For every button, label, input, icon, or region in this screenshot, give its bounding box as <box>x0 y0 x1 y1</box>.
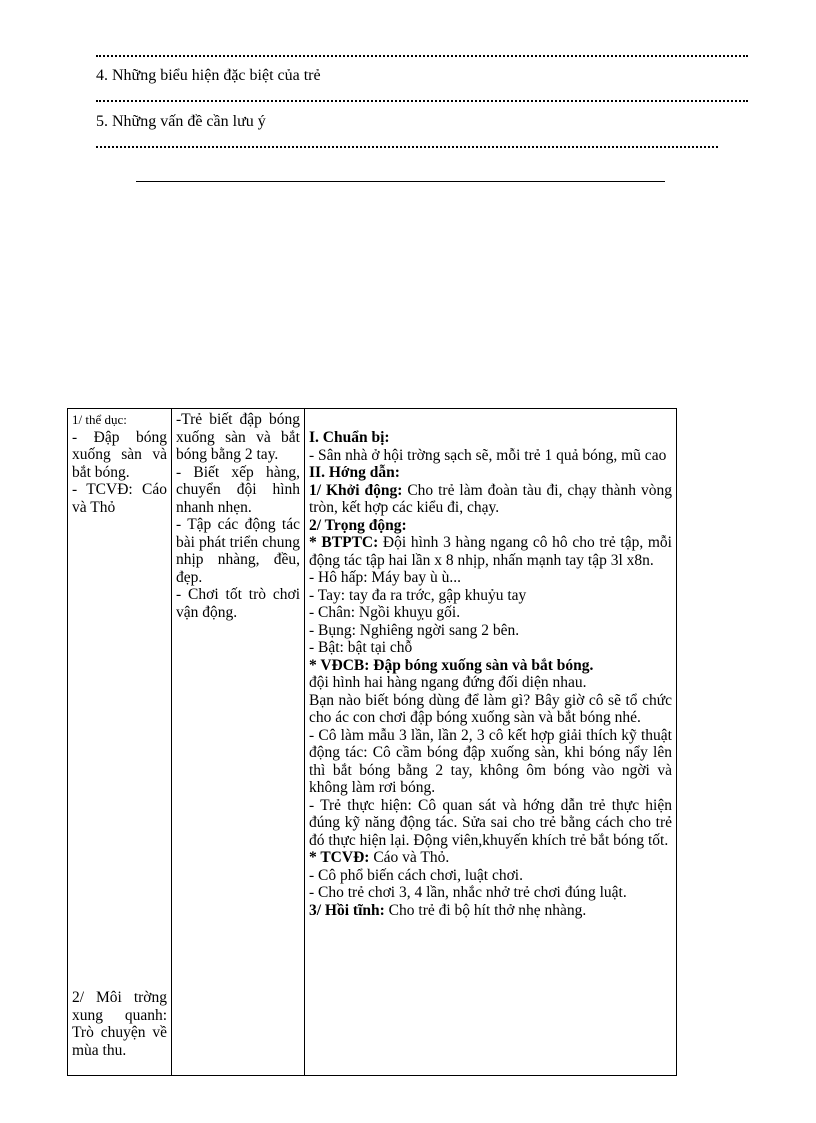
cooldown-paragraph <box>309 902 672 920</box>
dotted-line-2 <box>96 100 748 102</box>
table-row <box>68 409 677 1076</box>
tcvd-paragraph-1: - Cô phổ biến cách chơi, luật chơi. <box>309 866 523 884</box>
vdcb-paragraph-4: - Trẻ thực hiện: Cô quan sát và hớng dẫn trẻ thực hiện đúng kỹ năng động tác. Sửa sai cho trẻ bằng cách cho trẻ đó thực hiện lại. Động viên,khuyến khích trẻ bắt bóng tốt. <box>309 796 672 849</box>
item-5-label: 5. Những vấn đề cần lưu ý <box>96 113 266 130</box>
separator-rule <box>136 181 665 182</box>
activity-column <box>68 409 172 1076</box>
dotted-line-3 <box>96 146 718 148</box>
guide-title: II. Hớng dẫn: <box>309 464 400 481</box>
vdcb-label: * VĐCB: Đập bóng xuống sàn và bắt bóng. <box>309 656 594 674</box>
tcvd-label: * TCVĐ: <box>309 849 370 866</box>
tcvd-text: Cáo và Thỏ. <box>369 849 450 866</box>
vdcb-paragraph-2: Bạn nào biết bóng dùng để làm gì? Bây giờ cô sẽ tổ chức cho ác con chơi đập bóng xuống sàn và bắt bóng nhé. <box>309 691 672 726</box>
activity-item-1: - Đập bóng xuống sàn và bắt bóng. <box>72 428 167 481</box>
tcvd-paragraph <box>309 849 672 867</box>
cooldown-text: Cho trẻ đi bộ hít thở nhẹ nhàng. <box>384 901 587 919</box>
btptc-label: * BTPTC: <box>309 534 379 551</box>
objective-2: - Biết xếp hàng, chuyển đội hình nhanh nhẹn. <box>176 463 300 516</box>
exercise-5: - Bật: bật tại chỗ <box>309 639 413 656</box>
warmup-paragraph <box>309 482 672 517</box>
prep-text: - Sân nhà ở hội trờng sạch sẽ, mỗi trẻ 1 quả bóng, mũ cao <box>309 446 667 464</box>
prep-title: I. Chuẩn bị: <box>309 429 390 446</box>
objective-1: -Trẻ biết đập bóng xuống sàn và bắt bóng bằng 2 tay. <box>176 411 300 463</box>
btptc-text: Đội hình 3 hàng ngang cô hô cho trẻ tập, mỗi động tác tập hai lần x 8 nhịp, nhấn mạnh tay tập 3l x8n. <box>309 534 672 569</box>
dotted-line-1 <box>96 55 748 57</box>
exercise-2: - Tay: tay đa ra trớc, gập khuỷu tay <box>309 586 527 604</box>
vdcb-paragraph-1: đội hình hai hàng ngang đứng đối diện nhau. <box>309 674 587 691</box>
cooldown-label: 3/ Hồi tĩnh: <box>309 901 385 919</box>
tcvd-paragraph-2: - Cho trẻ chơi 3, 4 lần, nhắc nhở trẻ chơi đúng luật. <box>309 884 627 901</box>
objective-4: - Chơi tốt trò chơi vận động. <box>176 586 300 621</box>
main-label: 2/ Trọng động: <box>309 516 407 534</box>
objective-3: - Tập các động tác bài phát triển chung nhịp nhàng, đều, đẹp. <box>176 516 300 586</box>
objectives-column <box>172 409 305 1076</box>
warmup-text: Cho trẻ làm đoàn tàu đi, chạy thành vòng tròn, kết hợp các kiểu đi, chạy. <box>309 481 672 516</box>
btptc-paragraph <box>309 534 672 569</box>
exercise-3: - Chân: Ngồi khuỵu gối. <box>309 604 461 621</box>
activity-item-2: - TCVĐ: Cáo và Thỏ <box>72 481 167 516</box>
activity-title: 1/ thể dục: <box>72 412 127 427</box>
vdcb-paragraph-3: - Cô làm mẫu 3 lần, lần 2, 3 cô kết hợp giải thích kỹ thuật động tác: Cô cầm bóng đập xuống sàn, khi bóng nẩy lên thì bắt bóng bằng 2 tay, không ôm bóng vào ngời và không làm rơi bóng. <box>309 726 672 796</box>
activity-item-3: 2/ Môi trờng xung quanh: Trò chuyện về mùa thu. <box>72 989 167 1059</box>
item-4-label: 4. Những biểu hiện đặc biệt của trẻ <box>96 67 321 84</box>
lesson-plan-table <box>67 408 677 1076</box>
exercise-4: - Bụng: Nghiêng ngời sang 2 bên. <box>309 621 520 639</box>
exercise-1: - Hô hấp: Máy bay ù ù... <box>309 569 461 586</box>
warmup-label: 1/ Khởi động: <box>309 481 403 499</box>
procedure-column <box>305 409 677 1076</box>
